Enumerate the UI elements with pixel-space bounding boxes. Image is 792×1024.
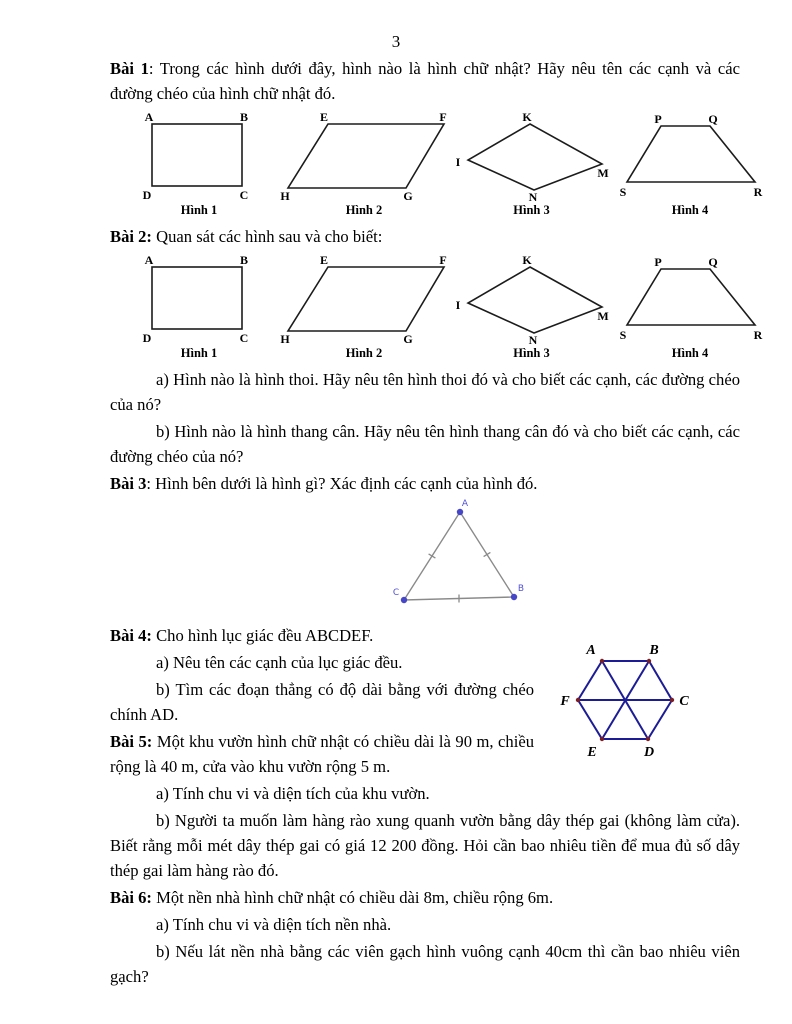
figure-caption: Hình 4 bbox=[671, 346, 709, 360]
vertex-point bbox=[511, 594, 517, 600]
figure-hinh-4 bbox=[615, 110, 765, 218]
vertex-label: A bbox=[461, 499, 469, 509]
triangle-vertex-points bbox=[401, 509, 517, 603]
vertex-label: E bbox=[319, 110, 329, 124]
equilateral-triangle-figure bbox=[392, 498, 532, 614]
vertex-label: A bbox=[586, 643, 596, 658]
vertex-label: Q bbox=[708, 112, 718, 126]
regular-hexagon-figure bbox=[554, 625, 704, 763]
problem-3-statement bbox=[110, 471, 740, 496]
rhombus-vertex-labels bbox=[456, 110, 609, 202]
problem-6a: a) Tính chu vi và diện tích nền nhà. bbox=[156, 915, 392, 934]
figure-caption: Hình 1 bbox=[180, 346, 218, 360]
problem-4a: a) Nêu tên các cạnh của lục giác đều. bbox=[156, 653, 403, 672]
trapezoid-shape bbox=[627, 126, 755, 182]
problem-1-text: : Trong các hình dưới đây, hình nào là hình chữ nhật? Hãy nêu tên các cạnh và các đường chéo của hình chữ nhật đó. bbox=[110, 59, 740, 103]
vertex-point bbox=[646, 737, 650, 741]
figure-triangle bbox=[392, 498, 532, 619]
rectangle-shape bbox=[152, 124, 242, 186]
figure-caption: Hình 3 bbox=[513, 346, 550, 360]
vertex-point bbox=[647, 659, 651, 663]
vertex-label: M bbox=[597, 166, 609, 180]
parallelogram-figure bbox=[280, 110, 448, 202]
triangle-sides bbox=[404, 512, 514, 600]
problem-5-label: Bài 5: bbox=[110, 732, 153, 751]
vertex-label: S bbox=[619, 328, 627, 342]
rectangle-shape bbox=[152, 267, 242, 329]
vertex-label: N bbox=[528, 190, 538, 202]
problem-6-statement bbox=[110, 885, 740, 910]
vertex-label: C bbox=[679, 694, 689, 709]
problem-2-label: Bài 2: bbox=[110, 227, 152, 246]
rhombus-figure bbox=[454, 253, 609, 345]
problem-3-label: Bài 3 bbox=[110, 474, 147, 493]
vertex-label: P bbox=[654, 112, 662, 126]
vertex-point bbox=[457, 509, 463, 515]
problem-5a: a) Tính chu vi và diện tích của khu vườn. bbox=[156, 784, 430, 803]
trapezoid-figure bbox=[615, 110, 765, 202]
figure-hinh-4 bbox=[615, 253, 765, 361]
vertex-label: B bbox=[239, 110, 249, 124]
problem-4-label: Bài 4: bbox=[110, 626, 152, 645]
vertex-label: F bbox=[439, 110, 447, 124]
vertex-label: D bbox=[643, 745, 655, 760]
vertex-label: E bbox=[319, 253, 329, 267]
vertex-label: F bbox=[439, 253, 447, 267]
figure-hinh-3 bbox=[454, 110, 609, 218]
figure-hinh-2 bbox=[280, 110, 448, 218]
problem-4-text: Cho hình lục giác đều ABCDEF. bbox=[151, 626, 374, 645]
vertex-label: R bbox=[753, 185, 763, 199]
vertex-label: C bbox=[239, 188, 249, 202]
figure-hinh-1 bbox=[124, 110, 274, 218]
problem-5-text: Một khu vườn hình chữ nhật có chiều dài là 90 m, chiều rộng là 40 m, cửa vào khu vườn rộng 5 m. bbox=[110, 732, 534, 776]
problems-4-5-section bbox=[110, 623, 740, 779]
figure-hexagon bbox=[554, 625, 704, 765]
problem-2-text: Quan sát các hình sau và cho biết: bbox=[151, 227, 383, 246]
vertex-label: E bbox=[587, 745, 597, 760]
figure-caption: Hình 3 bbox=[513, 203, 550, 217]
vertex-label: M bbox=[597, 309, 609, 323]
problem-6-label: Bài 6: bbox=[110, 888, 152, 907]
rhombus-vertex-labels bbox=[456, 253, 609, 345]
vertex-label: I bbox=[455, 155, 461, 169]
vertex-label: C bbox=[239, 331, 249, 345]
figure-caption: Hình 2 bbox=[345, 346, 383, 360]
rectangle-figure bbox=[124, 110, 274, 202]
vertex-point bbox=[576, 698, 580, 702]
trapezoid-vertex-labels bbox=[620, 112, 763, 199]
vertex-label: D bbox=[142, 188, 152, 202]
vertex-label: R bbox=[753, 328, 763, 342]
side-tick bbox=[429, 554, 436, 558]
vertex-label: B bbox=[649, 643, 659, 658]
vertex-label: D bbox=[142, 331, 152, 345]
rhombus-figure bbox=[454, 110, 609, 202]
vertex-point bbox=[600, 737, 604, 741]
rhombus-shape bbox=[468, 267, 602, 333]
hexagon-edges-and-diagonals bbox=[578, 661, 672, 739]
problem-1-label: Bài 1 bbox=[110, 59, 149, 78]
vertex-label: K bbox=[522, 110, 532, 124]
figure-hinh-2 bbox=[280, 253, 448, 361]
figure-caption: Hình 2 bbox=[345, 203, 383, 217]
figure-row-2 bbox=[124, 253, 763, 361]
problem-2b: b) Hình nào là hình thang cân. Hãy nêu tên hình thang cân đó và cho biết các cạnh, các đường chéo của nó? bbox=[110, 422, 740, 466]
vertex-point bbox=[670, 698, 674, 702]
problem-5b: b) Người ta muốn làm hàng rào xung quanh vườn bằng dây thép gai (không làm cửa). Biết rằng mỗi mét dây thép gai có giá 12 200 đồng. Hỏi cần bao nhiêu tiền để mua đủ số dây thép gai làm hàng rào đó. bbox=[110, 811, 740, 880]
vertex-label: B bbox=[517, 584, 525, 594]
problem-1-statement bbox=[110, 56, 740, 106]
problem-4b: b) Tìm các đoạn thẳng có độ dài bằng với đường chéo chính AD. bbox=[110, 680, 534, 724]
problem-2-statement bbox=[110, 224, 740, 249]
vertex-label: N bbox=[528, 333, 538, 345]
vertex-point bbox=[401, 597, 407, 603]
figure-hinh-3 bbox=[454, 253, 609, 361]
vertex-label: I bbox=[455, 298, 461, 312]
trapezoid-vertex-labels bbox=[620, 255, 763, 342]
figure-caption: Hình 1 bbox=[180, 203, 218, 217]
vertex-label: K bbox=[522, 253, 532, 267]
side-tick bbox=[484, 552, 491, 556]
figure-caption: Hình 4 bbox=[671, 203, 709, 217]
parallelogram-shape bbox=[288, 267, 444, 331]
vertex-label: C bbox=[392, 588, 400, 598]
vertex-label: A bbox=[144, 110, 154, 124]
figure-hinh-1 bbox=[124, 253, 274, 361]
vertex-label: G bbox=[403, 189, 413, 202]
problem-3-text: : Hình bên dưới là hình gì? Xác định các cạnh của hình đó. bbox=[146, 474, 538, 493]
trapezoid-figure bbox=[615, 253, 765, 345]
vertex-label: G bbox=[403, 332, 413, 345]
figure-row-1 bbox=[124, 110, 763, 218]
parallelogram-shape bbox=[288, 124, 444, 188]
vertex-label: A bbox=[144, 253, 154, 267]
vertex-label: B bbox=[239, 253, 249, 267]
trapezoid-shape bbox=[627, 269, 755, 325]
vertex-label: F bbox=[560, 694, 570, 709]
vertex-label: S bbox=[619, 185, 627, 199]
parallelogram-figure bbox=[280, 253, 448, 345]
vertex-point bbox=[600, 659, 604, 663]
vertex-label: P bbox=[654, 255, 662, 269]
vertex-label: H bbox=[280, 332, 290, 345]
vertex-label: Q bbox=[708, 255, 718, 269]
page-number: 3 bbox=[391, 32, 401, 51]
problem-6-text: Một nền nhà hình chữ nhật có chiều dài 8m, chiều rộng 6m. bbox=[151, 888, 554, 907]
triangle-side-ticks bbox=[429, 552, 491, 602]
problem-2a: a) Hình nào là hình thoi. Hãy nêu tên hình thoi đó và cho biết các cạnh, các đường chéo của nó? bbox=[110, 370, 740, 414]
vertex-label: H bbox=[280, 189, 290, 202]
rhombus-shape bbox=[468, 124, 602, 190]
problem-6b: b) Nếu lát nền nhà bằng các viên gạch hình vuông cạnh 40cm thì cần bao nhiêu viên gạch? bbox=[110, 942, 740, 986]
rectangle-figure bbox=[124, 253, 274, 345]
